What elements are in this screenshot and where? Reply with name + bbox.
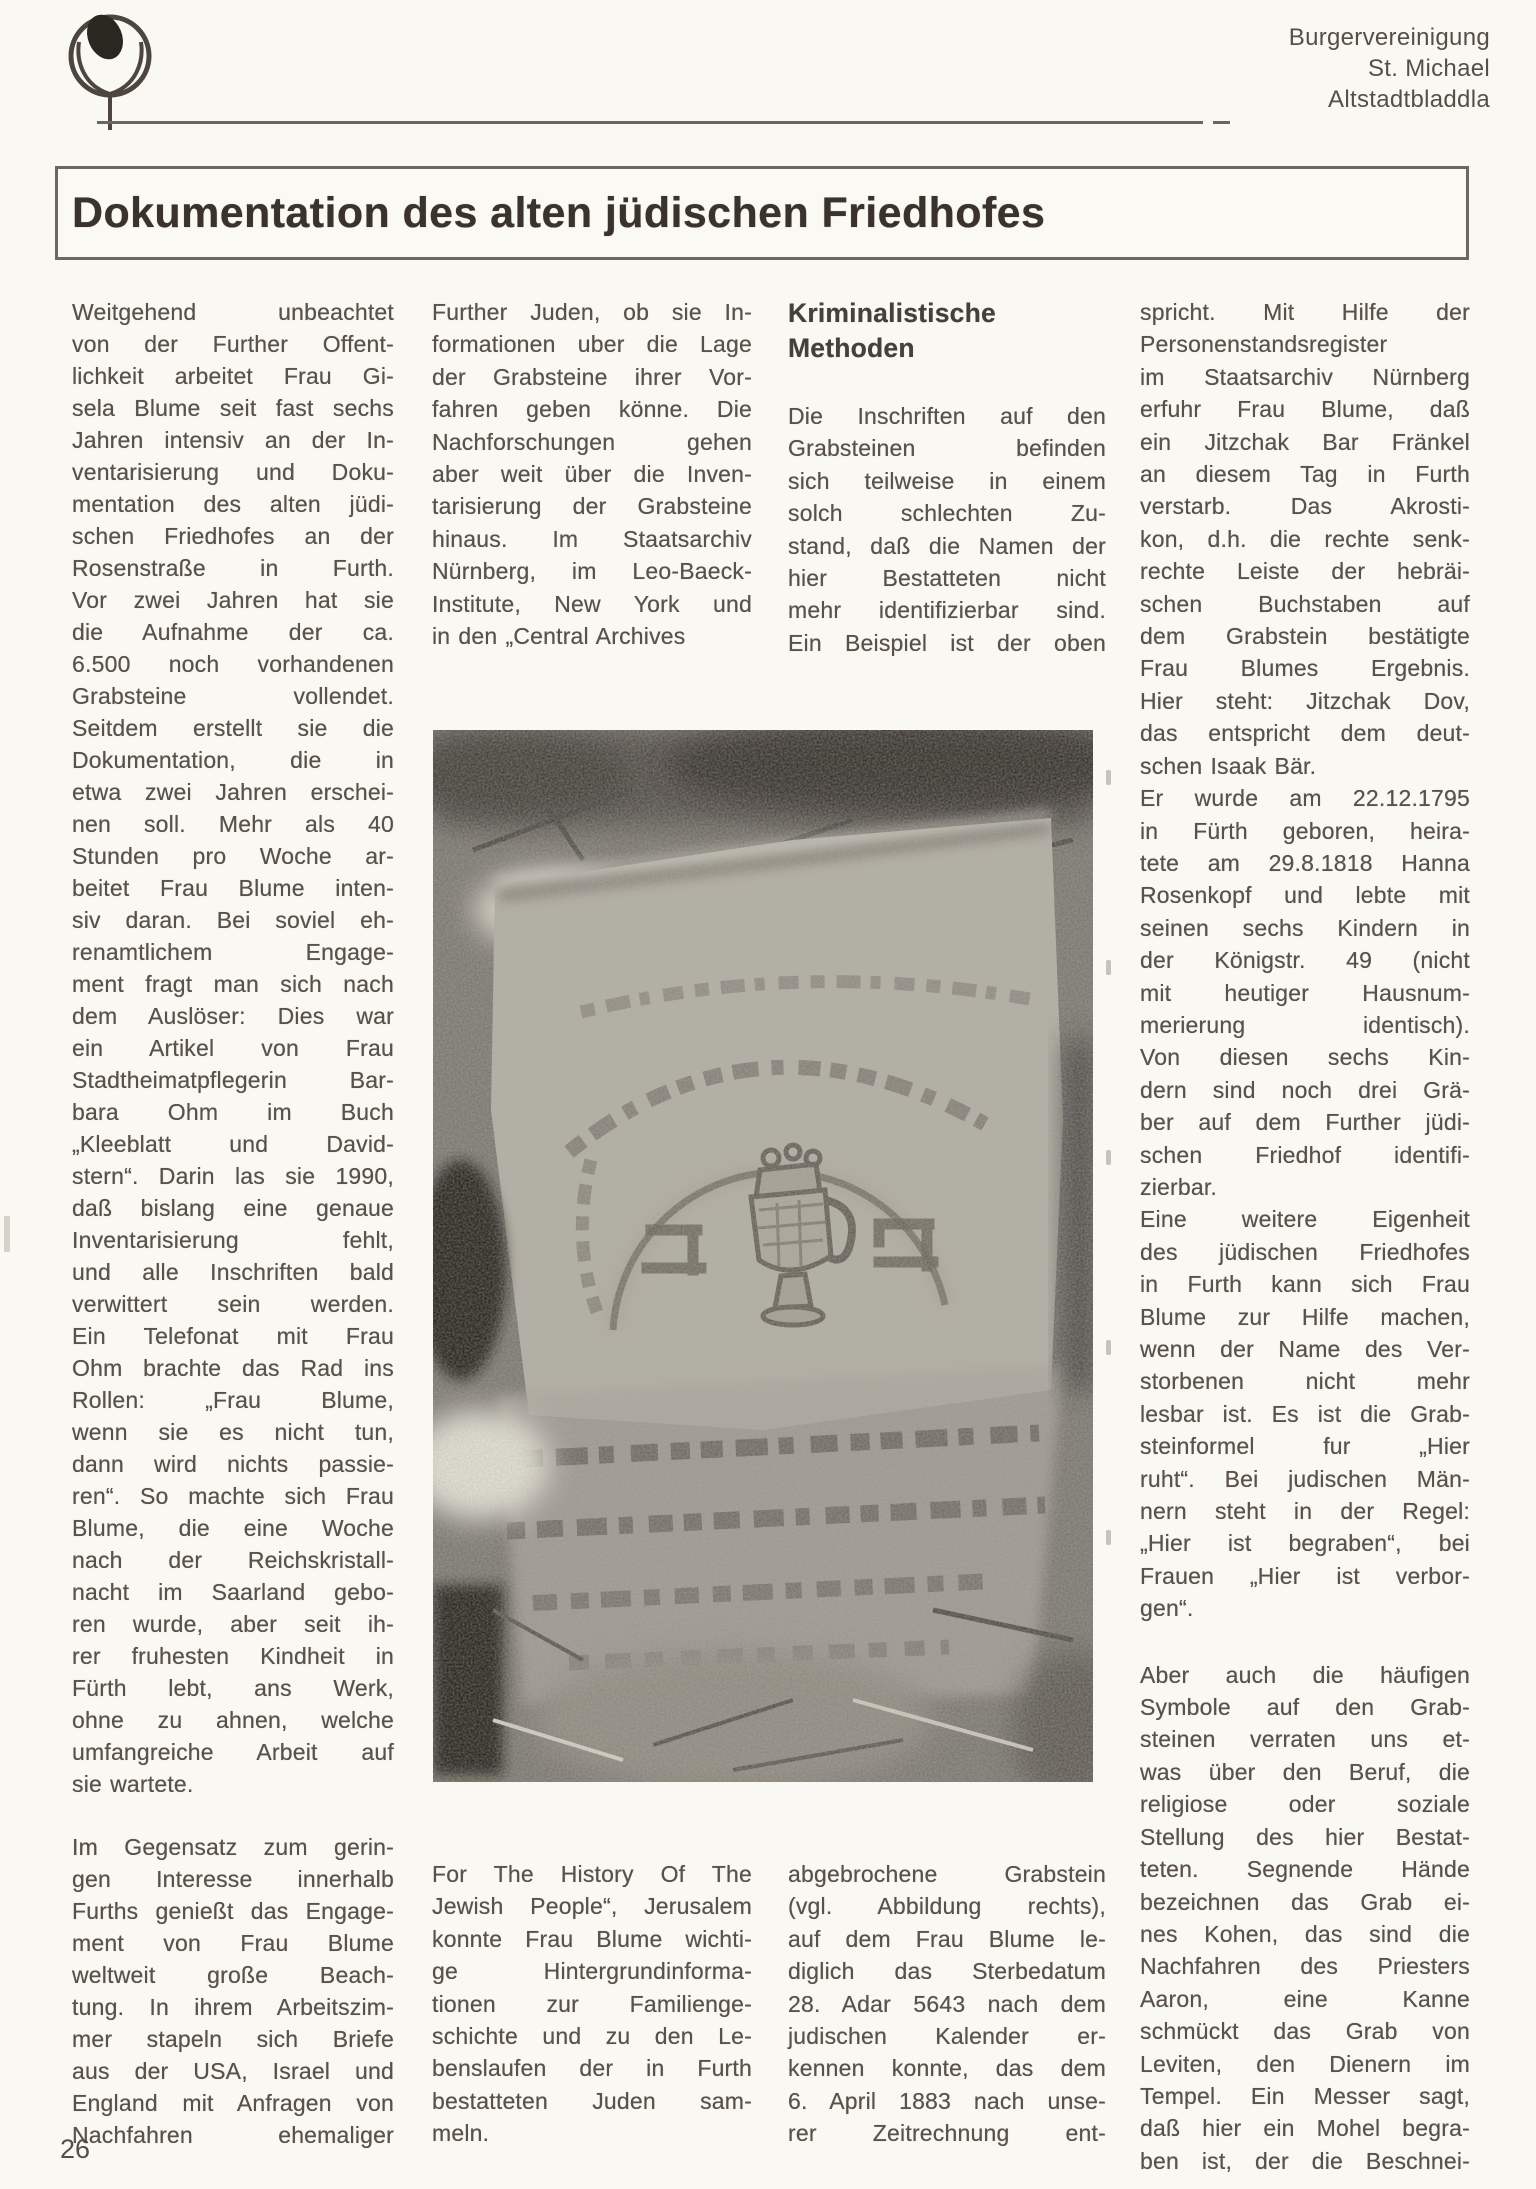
text-line: mehr identifizierbar sind. [788,597,1106,624]
text-line: tete am 29.8.1818 Hanna [1140,849,1470,876]
header-rule-dash [1213,121,1230,124]
text-line: Inventarisierung fehlt, [72,1227,394,1253]
text-line: aus der USA, Israel und [72,2058,394,2084]
text-line: ge Hintergrundinforma- [432,1958,752,1985]
text-line: an diesem Tag in Furth [1140,461,1470,488]
text-line: nern steht in der Regel: [1140,1498,1470,1525]
column-1 [72,296,394,2151]
text-line: etwa zwei Jahren erschei- [72,779,394,805]
page-title: Dokumentation des alten jüdischen Friedhofes [72,188,1046,237]
text-line: Personenstandsregister [1140,331,1388,358]
text-line: und alle Inschriften bald [72,1259,394,1285]
article-title-box [55,166,1469,260]
paragraph [788,1858,1106,2150]
text-line: diglich das Sterbedatum [788,1958,1106,1985]
text-line: fahren geben könne. Die [432,396,752,423]
paragraph [1140,1659,1470,2178]
text-line: Nürnberg, im Leo-Baeck- [432,558,752,585]
text-line: bezeichnen das Grab ei- [1140,1888,1470,1915]
text-line: solch schlechten Zu- [788,500,1106,527]
text-line: Weitgehend unbeachtet [72,299,394,325]
text-line: schichte und zu den Le- [432,2023,752,2050]
text-line: von der Further Offent- [72,331,394,357]
text-line: Leviten, den Dienern im [1140,2050,1470,2077]
page-number: 26 [60,2134,91,2164]
text-line: Von diesen sechs Kin- [1140,1044,1470,1071]
text-line: rer fruhesten Kindheit in [72,1643,394,1669]
text-line: benslaufen der in Furth [432,2055,752,2082]
text-line: (vgl. Abbildung rechts), [788,1893,1106,1920]
column-3-top [788,296,1106,659]
text-line: verstarb. Das Akrosti- [1140,493,1470,520]
text-line: Ein Beispiel ist der oben [788,629,1106,656]
text-line: der Grabsteine ihrer Vor- [432,363,752,390]
text-line: renamtlichem Engage- [72,939,394,965]
text-line: religiose oder soziale [1140,1791,1470,1818]
text-line: dem Grabstein bestätigte [1140,623,1470,650]
paragraph [788,400,1106,659]
text-line: gen Interesse innerhalb [72,1866,394,1892]
text-line: Stellung des hier Bestat- [1140,1823,1470,1850]
text-line: Dokumentation, die in [72,747,394,773]
text-line: Aaron, eine Kanne [1140,1985,1470,2012]
text-line: storbenen nicht mehr [1140,1368,1470,1395]
paragraph [72,1831,394,2151]
text-line: dern sind noch drei Grä- [1140,1076,1470,1103]
text-line: England mit Anfragen von [72,2090,394,2116]
text-line: 6. April 1883 nach unse- [788,2087,1106,2114]
text-line: Rosenstraße in Furth. [72,555,394,581]
text-line: merierung identisch). [1140,1011,1470,1038]
text-line: lichkeit arbeitet Frau Gi- [72,363,394,389]
text-line: Jewish People“, Jerusalem [432,1893,752,1920]
text-line: nes Kohen, das sind die [1140,1920,1470,1947]
text-line: tionen zur Familienge- [432,1990,752,2017]
text-line: in Fürth geboren, heira- [1140,817,1470,844]
text-line: der Königstr. 49 (nicht [1140,947,1470,974]
text-line: bestatteten Juden sam- [432,2087,752,2114]
text-line: hinaus. Im Staatsarchiv [432,525,752,552]
text-line: Er wurde am 22.12.1795 [1140,785,1470,812]
text-line: tarisierung der Grabsteine [432,493,752,520]
paragraph [1140,296,1470,1625]
text-line: nach der Reichskristall- [72,1547,394,1573]
text-line: Nachfahren ehemaliger [72,2122,394,2148]
column-2-bottom [432,1858,752,2150]
text-line: Methoden [788,333,915,363]
text-line: teten. Segnende Hände [1140,1856,1470,1883]
text-line: ein Jitzchak Bar Fränkel [1140,428,1470,455]
text-line: Ein Telefonat mit Frau [72,1323,394,1349]
text-line: Rollen: „Frau Blume, [72,1387,394,1413]
text-line: ment von Frau Blume [72,1930,394,1956]
text-line: Frauen „Hier ist verbor- [1140,1562,1470,1589]
text-line: schmückt das Grab von [1140,2018,1470,2045]
text-line: meln. [432,2120,490,2147]
text-line: hier Bestatteten nicht [788,565,1106,592]
text-line: auf dem Frau Blume le- [788,1925,1106,1952]
scan-artifact [1106,1340,1111,1355]
text-line: die Aufnahme der ca. [72,619,394,645]
text-line: Ohm brachte das Rad ins [72,1355,394,1381]
text-line: formationen uber die Lage [432,331,752,358]
text-line: Im Gegensatz zum gerin- [72,1834,394,1860]
text-line: lesbar ist. Es ist die Grab- [1140,1400,1470,1427]
text-line: ren wurde, aber seit ih- [72,1611,394,1637]
text-line: verwittert sein werden. [72,1291,394,1317]
text-line: mentation des alten jüdi- [72,491,394,517]
text-line: siv daran. Bei soviel eh- [72,907,394,933]
text-line: ren“. So machte sich Frau [72,1483,394,1509]
text-line: Fürth lebt, ans Werk, [72,1675,394,1701]
text-line: schen Isaak Bär. [1140,752,1317,779]
text-line: rer Zeitrechnung ent- [788,2120,1106,2147]
text-line: sie wartete. [72,1771,194,1797]
text-line: schen Friedhof identifi- [1140,1141,1470,1168]
text-line: ber auf dem Further jüdi- [1140,1109,1470,1136]
text-line: „Kleeblatt und David- [72,1131,394,1157]
text-line: Jahren intensiv an der In- [72,427,394,453]
text-line: Aber auch die häufigen [1140,1661,1470,1688]
text-line: beitet Frau Blume inten- [72,875,394,901]
text-line: sich teilweise in einem [788,467,1106,494]
text-line: ein Artikel von Frau [72,1035,394,1061]
scan-artifact [4,1216,10,1252]
text-line: im Staatsarchiv Nürnberg [1140,363,1470,390]
text-line: kon, d.h. die rechte senk- [1140,525,1470,552]
text-line: seinen sechs Kindern in [1140,914,1470,941]
text-line: Further Juden, ob sie In- [432,299,752,325]
text-line: rechte Leiste der hebräi- [1140,558,1470,585]
text-line: daß hier ein Mohel begra- [1140,2115,1470,2142]
text-line: Eine weitere Eigenheit [1140,1206,1470,1233]
text-line: stern“. Darin las sie 1990, [72,1163,394,1189]
text-line: mit heutiger Hausnum- [1140,979,1470,1006]
text-line: Symbole auf den Grab- [1140,1694,1470,1721]
text-line: Frau Blumes Ergebnis. [1140,655,1470,682]
text-line: Die Inschriften auf den [788,403,1106,429]
text-line: spricht. Mit Hilfe der [1140,299,1470,325]
text-line: sela Blume seit fast sechs [72,395,394,421]
text-line: judischen Kalender er- [788,2023,1106,2050]
text-line: bara Ohm im Buch [72,1099,394,1125]
scan-artifact [1106,960,1111,975]
flower-emblem-icon [58,6,164,132]
text-line: umfangreiche Arbeit auf [72,1739,394,1765]
text-line: Tempel. Ein Messer sagt, [1140,2082,1470,2109]
text-line: ventarisierung und Doku- [72,459,394,485]
text-line: kennen konnte, das dem [788,2055,1106,2082]
column-2-top [432,296,752,652]
text-line: Hier steht: Jitzchak Dov, [1140,687,1470,714]
text-line: Blume, die eine Woche [72,1515,394,1541]
text-line: das entspricht dem deut- [1140,720,1470,747]
text-line: weltweit große Beach- [72,1962,394,1988]
text-line: Kriminalistische [788,298,996,328]
org-name-line: Altstadtbladdla [1328,86,1490,113]
text-line: stand, daß die Namen der [788,532,1106,559]
text-line: mer stapeln sich Briefe [72,2026,394,2052]
text-line: schen Friedhofes an der [72,523,394,549]
text-line: gen“. [1140,1595,1194,1622]
text-line: For The History Of The [432,1861,752,1887]
gravestone-photo-image [433,730,1093,1782]
text-line: abgebrochene Grabstein [788,1861,1106,1887]
paragraph [432,1858,752,2150]
text-line: erfuhr Frau Blume, daß [1140,396,1470,423]
org-name-line: Burgervereinigung [1288,24,1490,51]
text-line: in Furth kann sich Frau [1140,1271,1470,1298]
scan-artifact [1106,1150,1111,1165]
text-line: steinen verraten uns et- [1140,1726,1470,1753]
section-heading [788,296,1106,366]
text-line: Nachforschungen gehen [432,428,752,455]
text-line: aber weit über die Inven- [432,461,752,488]
text-line: Blume zur Hilfe machen, [1140,1303,1470,1330]
text-line: steinformel fur „Hier [1140,1433,1470,1460]
text-line: Institute, New York und [432,590,752,617]
text-line: ment fragt man sich nach [72,971,394,997]
column-4 [1140,296,1470,2177]
text-line: 28. Adar 5643 nach dem [788,1990,1106,2017]
text-line: Rosenkopf und lebte mit [1140,882,1470,909]
text-line: in den „Central Archives [432,623,686,650]
paragraph [72,296,394,1800]
text-line: dann wird nichts passie- [72,1451,394,1477]
org-name-line: St. Michael [1367,55,1490,82]
text-line: nen soll. Mehr als 40 [72,811,394,837]
text-line: Nachfahren des Priesters [1140,1953,1470,1980]
text-line: Vor zwei Jahren hat sie [72,587,394,613]
text-line: Stadtheimatpflegerin Bar- [72,1067,394,1093]
text-line: nacht im Saarland gebo- [72,1579,394,1605]
text-line: tung. In ihrem Arbeitszim- [72,1994,394,2020]
column-3-bottom [788,1858,1106,2150]
paragraph [432,296,752,652]
text-line: konnte Frau Blume wichti- [432,1925,752,1952]
gravestone-photo [433,730,1093,1782]
text-line: ruht“. Bei judischen Män- [1140,1465,1470,1492]
text-line: Furths genießt das Engage- [72,1898,394,1924]
text-line: 6.500 noch vorhandenen [72,651,394,677]
text-line: was über den Beruf, die [1140,1758,1470,1785]
text-line: Stunden pro Woche ar- [72,843,394,869]
text-line: wenn sie es nicht tun, [72,1419,394,1445]
text-line: Grabsteine vollendet. [72,683,394,709]
text-line: ohne zu ahnen, welche [72,1707,394,1733]
text-line: schen Buchstaben auf [1140,590,1470,617]
scan-artifact [1106,770,1111,785]
text-line: ben ist, der die Beschnei- [1140,2147,1470,2174]
organization-name [1289,22,1490,115]
text-line: zierbar. [1140,1173,1218,1200]
text-line: daß bislang eine genaue [72,1195,394,1221]
text-line: des jüdischen Friedhofes [1140,1238,1470,1265]
scan-artifact [1106,1530,1111,1545]
text-line: Seitdem erstellt sie die [72,715,394,741]
header-rule [97,121,1203,124]
text-line: wenn der Name des Ver- [1140,1336,1470,1362]
text-line: „Hier ist begraben“, bei [1140,1530,1470,1557]
text-line: Grabsteinen befinden [788,435,1106,462]
text-line: dem Auslöser: Dies war [72,1003,394,1029]
